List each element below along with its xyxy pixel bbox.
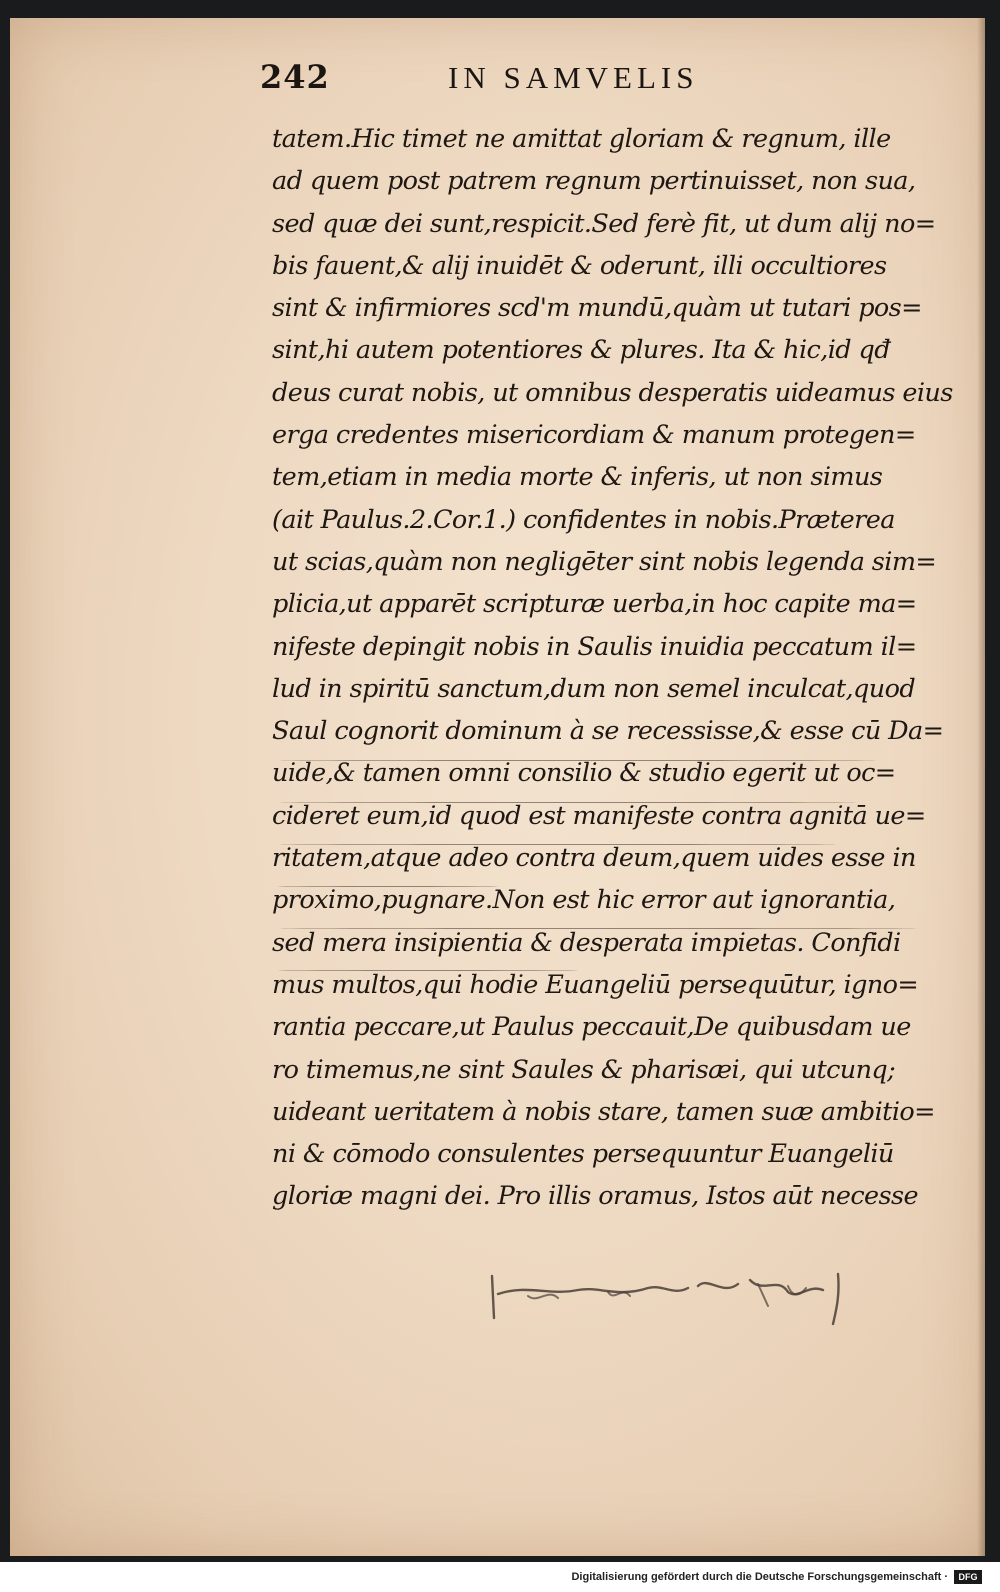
text-line: tatem.Hic timet ne amittat gloriam & regnum, ille — [272, 124, 891, 154]
text-line: proximo,pugnare.Non est hic error aut ignorantia, — [272, 885, 896, 916]
page-header — [260, 58, 780, 98]
text-line: deus curat nobis, ut omnibus desperatis uideamus eius — [272, 377, 953, 408]
text-line: plicia,ut apparēt scripturæ uerba,in hoc capite ma= — [272, 589, 917, 620]
text-line: sint,hi autem potentiores & plures. Ita & hic,id qđ — [272, 335, 890, 366]
text-line: sed mera insipientia & desperata impietas. Confidi — [272, 927, 901, 958]
text-line: ut scias,quàm non negligēter sint nobis legenda sim= — [272, 546, 937, 577]
ink-underline — [278, 928, 918, 929]
text-line: ro timemus,ne sint Saules & pharisæi, qui utcunq; — [272, 1054, 896, 1085]
text-line: erga credentes misericordiam & manum protegen= — [272, 420, 916, 451]
text-line: uide,& tamen omni consilio & studio egerit ut oc= — [272, 758, 896, 789]
page-edge — [977, 18, 985, 1556]
book-page — [10, 18, 985, 1556]
text-line: lud in spiritū sanctum,dum non semel inculcat,quod — [272, 673, 916, 704]
digitization-credit-bar — [0, 1562, 1000, 1592]
text-line: sint & infirmiores scd'm mundū,quàm ut tutari pos= — [272, 293, 922, 324]
ink-underline — [278, 844, 838, 845]
text-line: gloriæ magni dei. Pro illis oramus, Istos aūt necesse — [272, 1181, 918, 1212]
text-line: sed quæ dei sunt,respicit.Sed ferè fit, ut dum alij no= — [272, 208, 936, 239]
page-number: 242 — [260, 58, 330, 96]
text-line: ni & cōmodo consulentes persequuntur Euangeliū — [272, 1139, 894, 1170]
text-line: cideret eum,id quod est manifeste contra agnitā ue= — [272, 800, 926, 831]
running-head: IN SAMVELIS — [448, 60, 699, 95]
text-line: bis fauent,& alij inuidēt & oderunt, illi occultiores — [272, 250, 887, 281]
dfg-logo: DFG — [954, 1570, 982, 1584]
text-line: ad quem post patrem regnum pertinuisset, non sua, — [272, 166, 916, 197]
text-line: uideant ueritatem à nobis stare, tamen suæ ambitio= — [272, 1096, 935, 1127]
ink-underline — [278, 760, 878, 761]
text-line: nifeste depingit nobis in Saulis inuidia peccatum il= — [272, 631, 917, 662]
ink-underline — [278, 802, 858, 803]
text-line: Saul cognorit dominum à se recessisse,& esse cū Da= — [272, 716, 944, 747]
credit-text: Digitalisierung gefördert durch die Deutsche Forschungsgemeinschaft · — [571, 1571, 948, 1583]
body-text — [272, 118, 952, 1218]
handwritten-annotation — [488, 1266, 858, 1326]
text-line: mus multos,qui hodie Euangeliū persequūtur, igno= — [272, 969, 919, 1000]
ink-underline — [278, 970, 578, 971]
ink-underline — [278, 886, 498, 887]
text-line: rantia peccare,ut Paulus peccauit,De quibusdam ue — [272, 1012, 911, 1043]
text-line: tem,etiam in media morte & inferis, ut non simus — [272, 462, 883, 493]
text-line: ritatem,atque adeo contra deum,quem uides esse in — [272, 843, 916, 874]
text-line: (ait Paulus.2.Cor.1.) confidentes in nobis.Præterea — [272, 504, 895, 535]
